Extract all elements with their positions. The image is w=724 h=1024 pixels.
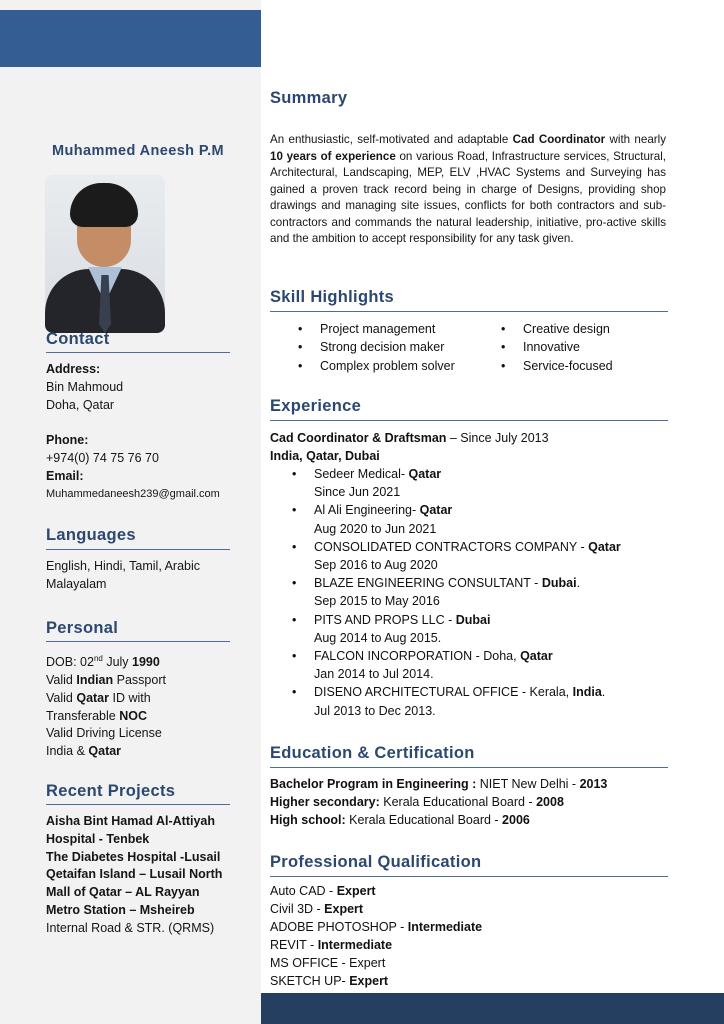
project-item: Hospital - Tenbek [46, 831, 150, 846]
experience-company: • BLAZE ENGINEERING CONSULTANT - Dubai. [292, 574, 621, 592]
phone-value: +974(0) 74 75 76 70 [46, 450, 159, 465]
qualification-item: Civil 3D - Expert [270, 901, 364, 916]
license-countries: India & Qatar [46, 744, 122, 759]
skills-column-2 [501, 320, 613, 375]
candidate-name: Muhammed Aneesh P.M [52, 143, 224, 159]
passport: Valid Indian Passport [46, 672, 166, 687]
summary-text: An enthusiastic, self-motivated and adaptable Cad Coordinator with nearly 10 years of experience on various Road, Infrastructure services, Structural, Architectural, Landscaping, MEP, ELV ,HVAC Systems and Surveying has gained a proven track record being in charge of Designs, providing shop drawings and managing site issues, conflicts for both contractors and sub-contractors and commands the natural leadership, initiative, pro-active skills and the ambition to accept responsibility for any task given. [270, 133, 667, 245]
profile-photo [45, 175, 165, 333]
header-accent-bar [0, 10, 261, 67]
languages-divider [46, 549, 230, 550]
skills-heading: Skill Highlights [270, 288, 394, 306]
education-divider [270, 767, 668, 768]
experience-company: • CONSOLIDATED CONTRACTORS COMPANY - Qatar [292, 538, 621, 556]
project-item: The Diabetes Hospital -Lusail [46, 849, 221, 864]
skill-item: • Innovative [501, 338, 613, 356]
skills-divider [270, 311, 668, 312]
languages-line: English, Hindi, Tamil, Arabic [46, 559, 201, 573]
qualification-heading: Professional Qualification [270, 853, 482, 871]
qualification-item: SKETCH UP- Expert [270, 973, 389, 988]
experience-period: Sep 2016 to Aug 2020 [314, 558, 438, 573]
experience-list [292, 465, 621, 720]
project-item: Aisha Bint Hamad Al-Attiyah [46, 814, 216, 828]
experience-period: Since Jun 2021 [314, 485, 401, 500]
contact-divider [46, 352, 230, 353]
education-item: Higher secondary: Kerala Educational Board - 2008 [270, 794, 564, 809]
experience-heading: Experience [270, 397, 362, 415]
skill-item: • Creative design [501, 320, 613, 338]
education-item: High school: Kerala Educational Board - 2006 [270, 812, 530, 827]
skill-item: • Complex problem solver [298, 357, 455, 375]
projects-heading: Recent Projects [46, 782, 176, 800]
education-item: Bachelor Program in Engineering : NIET New Delhi - 2013 [270, 777, 608, 791]
qualification-item: MS OFFICE - Expert [270, 955, 386, 970]
education-list [270, 776, 607, 829]
driving-license: Valid Driving License [46, 726, 162, 741]
qualification-item: Auto CAD - Expert [270, 884, 376, 898]
experience-company: • Al Ali Engineering- Qatar [292, 501, 621, 519]
projects-divider [46, 804, 230, 805]
email-value: Muhammedaneesh239@gmail.com [46, 487, 220, 500]
project-item: Metro Station – Msheireb [46, 902, 195, 917]
noc: Transferable NOC [46, 708, 147, 723]
address-line: Doha, Qatar [46, 397, 115, 412]
experience-company: • DISENO ARCHITECTURAL OFFICE - Kerala, India. [292, 683, 621, 701]
skill-item: • Strong decision maker [298, 338, 455, 356]
personal-details [46, 650, 166, 761]
personal-divider [46, 641, 230, 642]
skill-item: • Service-focused [501, 357, 613, 375]
project-item: Mall of Qatar – AL Rayyan [46, 885, 200, 900]
skill-item: • Project management [298, 320, 455, 338]
personal-heading: Personal [46, 619, 119, 637]
skills-column-1 [298, 320, 455, 375]
education-heading: Education & Certification [270, 744, 475, 762]
phone-label: Phone: [46, 433, 89, 448]
footer-accent-bar [261, 993, 724, 1024]
experience-role: Cad Coordinator & Draftsman – Since July 2013 [270, 431, 549, 445]
qualification-list [270, 883, 482, 990]
experience-summary [270, 429, 549, 465]
experience-period: Sep 2015 to May 2016 [314, 594, 440, 609]
qatar-id: Valid Qatar ID with [46, 690, 151, 705]
dob: DOB: 02nd July 1990 [46, 654, 160, 670]
address-label: Address: [46, 362, 101, 376]
experience-period: Aug 2014 to Aug 2015. [314, 630, 442, 645]
experience-locations: India, Qatar, Dubai [270, 449, 380, 463]
project-item: Internal Road & STR. (QRMS) [46, 920, 215, 935]
qualification-item: REVIT - Intermediate [270, 937, 393, 952]
contact-heading: Contact [46, 330, 110, 348]
project-item: Qetaifan Island – Lusail North [46, 867, 223, 882]
languages-list [46, 558, 200, 594]
experience-company: • PITS AND PROPS LLC - Dubai [292, 611, 621, 629]
qualification-item: ADOBE PHOTOSHOP - Intermediate [270, 919, 483, 934]
experience-company: • Sedeer Medical- Qatar [292, 465, 621, 483]
experience-divider [270, 420, 668, 421]
summary-heading: Summary [270, 89, 348, 107]
languages-heading: Languages [46, 526, 136, 544]
experience-period: Jul 2013 to Dec 2013. [314, 703, 436, 718]
projects-list [46, 813, 222, 938]
experience-period: Aug 2020 to Jun 2021 [314, 521, 437, 536]
experience-company: • FALCON INCORPORATION - Doha, Qatar [292, 647, 621, 665]
address-line: Bin Mahmoud [46, 379, 124, 394]
qualification-divider [270, 876, 668, 877]
contact-details [46, 361, 220, 503]
languages-line: Malayalam [46, 576, 107, 591]
experience-period: Jan 2014 to Jul 2014. [314, 667, 434, 682]
email-label: Email: [46, 468, 84, 483]
